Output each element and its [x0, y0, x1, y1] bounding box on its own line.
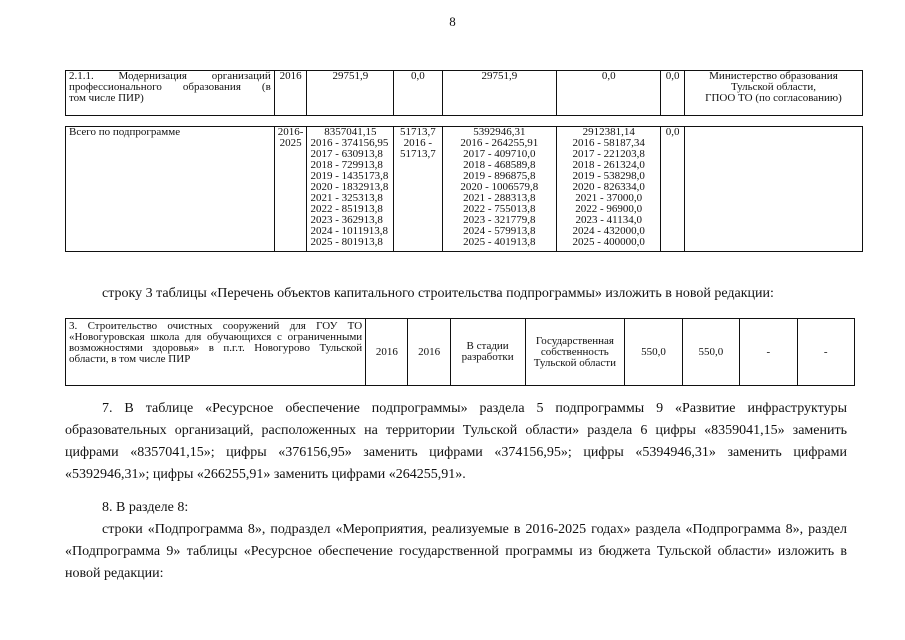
year-value-line: 2025 - 401913,8 [463, 236, 536, 248]
year-value-line: 2020 - 826334,0 [572, 181, 645, 193]
year-value-line: 2023 - 362913,8 [310, 214, 383, 226]
executor-line: Министерство образования [709, 70, 838, 82]
paragraph-item-8-detail: строки «Подпрограмма 8», подраздел «Мероприятия, реализуемые в 2016-2025 годах» раздела «Подпрограмма 8», раздел «Подпрограмма 9» таблицы «Ресурсное обеспечение государственной программы из бюджета Тульской области» изложить в новой редакции: [65, 522, 847, 581]
year-value-line: 2021 - 325313,8 [310, 192, 383, 204]
executor-line: Тульской области, [730, 81, 816, 93]
cost-cell: 550,0 [625, 319, 682, 386]
activity-name-line: профессионального образования (в [69, 81, 271, 93]
year-value-line: 2018 - 729913,8 [310, 159, 383, 171]
year-value-line: 2021 - 288313,8 [463, 192, 536, 204]
year-value-line: 2022 - 851913,8 [310, 203, 383, 215]
year-value-line: 2025 - 801913,8 [310, 236, 383, 248]
table-gap-row [66, 116, 863, 127]
municipal-cell: 0,0 [557, 71, 661, 116]
gap-cell [66, 116, 863, 127]
year-value-line: 2022 - 755013,8 [463, 203, 536, 215]
year-value-line: 2021 - 37000,0 [575, 192, 643, 204]
regional-by-year-cell [442, 127, 557, 252]
year-value-line: 2023 - 41134,0 [575, 214, 642, 226]
activity-name-line: 2.1.1. Модернизация организаций [69, 70, 271, 82]
executor-line: ГПОО ТО (по согласованию) [705, 92, 842, 104]
year-value-line: 8357041,15 [324, 126, 377, 138]
federal-cell: 0,0 [394, 71, 442, 116]
year-value-line: 2018 - 261324,0 [572, 159, 645, 171]
federal-by-year-cell [394, 127, 442, 252]
year-value-line: 2020 - 1006579,8 [460, 181, 539, 193]
paragraph-item-8: 8. В разделе 8: [102, 500, 189, 515]
year-value-line: 51713,7 [400, 148, 436, 160]
year-value-line: 2017 - 409710,0 [463, 148, 536, 160]
dash-cell: - [740, 319, 797, 386]
paragraph-item-7: 7. В таблице «Ресурсное обеспечение подпрограммы» раздела 5 подпрограммы 9 «Развитие инфраструктуры образовательных организаций, расположенных на территории Тульской области» раздела 6 цифры «8359041,15» заменить цифрами «8357041,15»; цифры «376156,95» заменить цифрами «374156,95»; цифры «5394946,31» заменить цифрами «5392946,31»; цифры «266255,91» заменить цифрами «264255,91». [65, 401, 847, 482]
executor-empty-cell [684, 127, 862, 252]
table-row [66, 71, 863, 116]
dash-cell: - [797, 319, 854, 386]
activity-name-line: том числе ПИР) [69, 92, 144, 104]
activity-name-cell [66, 71, 275, 116]
year-cell: 2016 [274, 71, 307, 116]
extrabudget-total-cell: 0,0 [661, 127, 685, 252]
year-value-line: 2016 - 374156,95 [310, 137, 389, 149]
year-value-line: 2019 - 1435173,8 [310, 170, 389, 182]
total-cell: 29751,9 [307, 71, 394, 116]
year-value-line: 2017 - 630913,8 [310, 148, 383, 160]
municipal-by-year-cell [557, 127, 661, 252]
table-row [66, 127, 863, 252]
paragraph-objects-intro: строку 3 таблицы «Перечень объектов капитального строительства подпрограммы» изложить в новой редакции: [102, 286, 774, 301]
regional-cell: 29751,9 [442, 71, 557, 116]
capital-construction-table [65, 318, 855, 386]
year-value-line: 2024 - 579913,8 [463, 225, 536, 237]
stage-cell: В стадии разработки [450, 319, 525, 386]
year-value-line: 2016 - 264255,91 [460, 137, 539, 149]
end-year-cell: 2016 [408, 319, 450, 386]
period-line: 2016- [277, 126, 304, 138]
year-value-line: 2024 - 1011913,8 [310, 225, 388, 237]
year-value-line: 51713,7 [400, 126, 436, 138]
start-year-cell: 2016 [366, 319, 408, 386]
page-number: 8 [449, 14, 456, 29]
year-value-line: 2024 - 432000,0 [572, 225, 645, 237]
table-row [66, 319, 855, 386]
year-value-line: 2022 - 96900,0 [575, 203, 643, 215]
year-value-line: 2019 - 538298,0 [572, 170, 645, 182]
year-value-line: 2016 - [403, 137, 433, 149]
year-value-line: 2017 - 221203,8 [572, 148, 645, 160]
executor-cell [684, 71, 862, 116]
subprogram-funding-table [65, 70, 863, 252]
total-label-cell: Всего по подпрограмме [66, 127, 275, 252]
ownership-cell: Государственная собственность Тульской области [525, 319, 625, 386]
year-value-line: 2019 - 896875,8 [463, 170, 536, 182]
total-by-year-cell [307, 127, 394, 252]
extrabudget-cell: 0,0 [661, 71, 685, 116]
period-line: 2025 [279, 137, 302, 149]
year-value-line: 2023 - 321779,8 [463, 214, 536, 226]
period-cell [274, 127, 307, 252]
year-value-line: 2912381,14 [582, 126, 635, 138]
object-name-cell: 3. Строительство очистных сооружений для ГОУ ТО «Новогуровская школа для обучающихся с ограниченными возможностями здоровья» в п.г.т. Новогурово Тульской области, в том числе ПИР [66, 319, 366, 386]
financing-cell: 550,0 [682, 319, 739, 386]
year-value-line: 5392946,31 [473, 126, 526, 138]
year-value-line: 2018 - 468589,8 [463, 159, 536, 171]
year-value-line: 2025 - 400000,0 [572, 236, 645, 248]
year-value-line: 2016 - 58187,34 [572, 137, 645, 149]
year-value-line: 2020 - 1832913,8 [310, 181, 389, 193]
